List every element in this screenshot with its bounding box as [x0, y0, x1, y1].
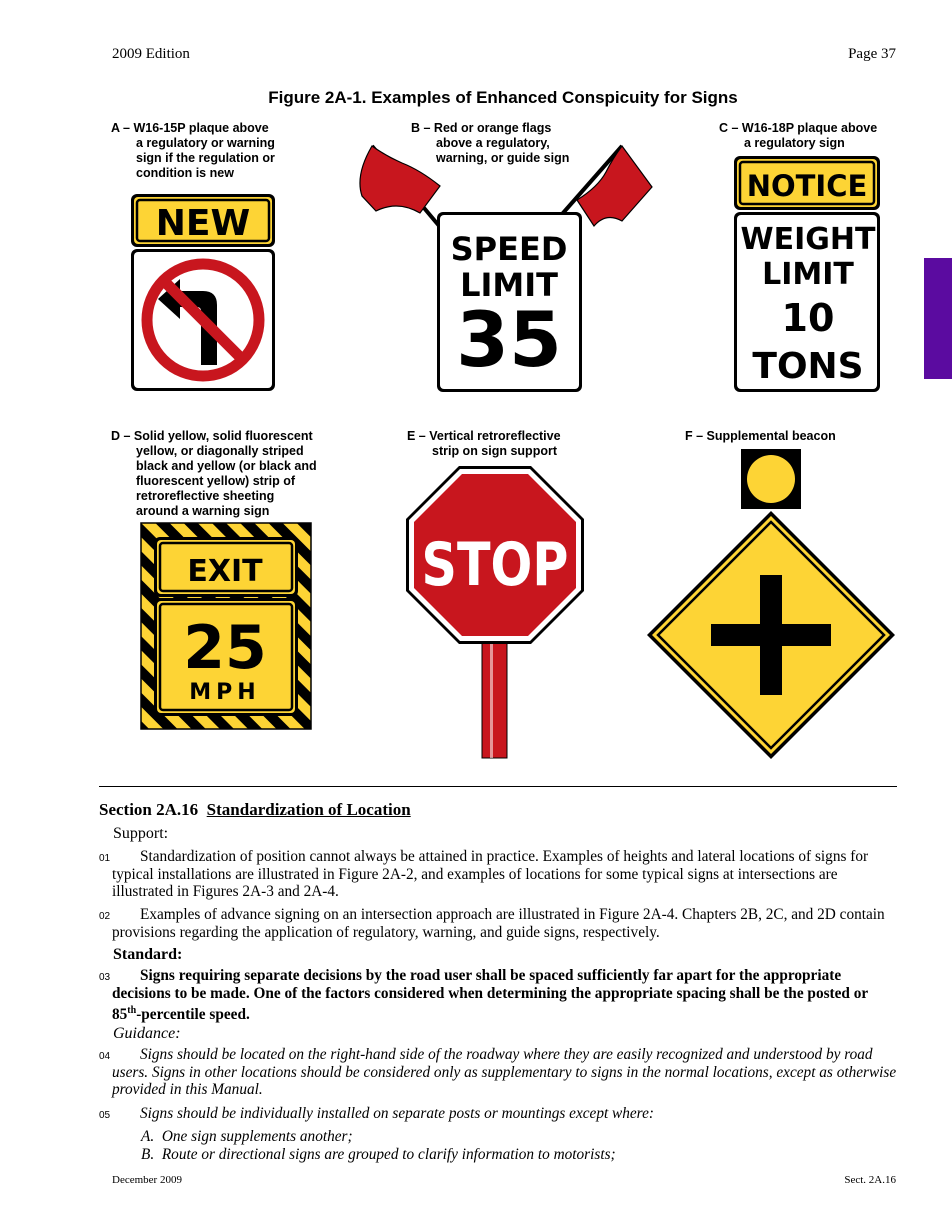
caption-a-line: sign if the regulation or [136, 151, 275, 165]
weight-limit-line1: WEIGHT [740, 222, 876, 257]
list-item-text: One sign supplements another; [161, 1128, 353, 1145]
paragraph-number: 03 [99, 972, 111, 983]
paragraph-number: 05 [99, 1110, 111, 1121]
caption-d-line: yellow, or diagonally striped [136, 444, 304, 458]
footer-date: December 2009 [112, 1174, 182, 1186]
footer-section: Sect. 2A.16 [844, 1174, 896, 1186]
weight-limit-line4: TONS [752, 346, 864, 387]
notice-plaque [734, 156, 880, 210]
exit-speed-number: 25 [183, 613, 267, 683]
paragraph-number: 02 [99, 911, 111, 922]
caption-d-line: retroreflective sheeting [136, 489, 275, 503]
beacon-light-icon [747, 455, 795, 503]
paragraph-05: Signs should be individually installed on separate posts or mountings except where: [140, 1105, 654, 1122]
notice-plaque-text: NOTICE [746, 169, 868, 203]
section-title: Standardization of Location [206, 800, 411, 819]
caption-d-line: fluorescent yellow) strip of [136, 474, 296, 488]
caption-d-line: around a warning sign [136, 504, 270, 518]
weight-limit-line2: LIMIT [762, 257, 854, 292]
caption-a-label: A – W16-15P plaque above [111, 121, 269, 135]
list-item [141, 1146, 616, 1164]
list-item [141, 1128, 353, 1146]
retroreflective-post-strip-icon [482, 640, 507, 758]
list-item-letter: A. [141, 1128, 155, 1145]
caption-d-line: black and yellow (or black and [136, 459, 317, 473]
exit-text: EXIT [187, 554, 263, 589]
page-number: Page 37 [848, 46, 896, 62]
paragraph-number: 01 [99, 853, 111, 864]
crossroad-warning-sign [647, 511, 895, 759]
no-left-turn-sign [131, 249, 275, 391]
stop-sign-assembly [406, 466, 584, 758]
section-number: Section 2A.16 [99, 800, 199, 819]
section-divider [99, 786, 897, 787]
paragraph-03-text-b: -percentile speed. [136, 1006, 250, 1024]
list-item-text: Route or directional signs are grouped to clarify information to motorists; [161, 1146, 616, 1163]
caption-c-line: a regulatory sign [744, 136, 845, 150]
caption-e-label: E – Vertical retroreflective [407, 429, 561, 443]
paragraph-03 [112, 967, 898, 1024]
edition-label: 2009 Edition [112, 46, 190, 62]
speed-limit-number: 35 [456, 295, 562, 384]
paragraph-02: Examples of advance signing on an intersection approach are illustrated in Figure 2A-4. Chapters 2B, 2C, and 2D contain provisions regarding the application of regulatory, warning, and guide signs, respectively. [112, 906, 885, 941]
new-plaque-text: NEW [155, 203, 251, 244]
weight-limit-line3: 10 [781, 296, 835, 340]
caption-b-line: above a regulatory, [436, 136, 550, 150]
caption-a-line: condition is new [136, 166, 234, 180]
standard-label: Standard: [113, 946, 183, 963]
speed-limit-line2: LIMIT [460, 266, 558, 304]
guidance-label: Guidance: [113, 1025, 181, 1042]
speed-limit-sign [437, 212, 582, 392]
paragraph-01: Standardization of position cannot always be attained in practice. Examples of heights and lateral locations of signs for typical installations are illustrated in Figure 2A-2, and examples of locations for some typical signs at intersections are illustrated in Figures 2A-3 and 2A-4. [112, 848, 869, 900]
caption-e-line: strip on sign support [432, 444, 557, 458]
stop-sign-text: STOP [421, 529, 569, 600]
paragraph-03-sup: th [127, 1005, 137, 1016]
caption-b-line: warning, or guide sign [436, 151, 570, 165]
list-item-letter: B. [141, 1146, 155, 1163]
exit-speed-unit: MPH [189, 680, 261, 705]
speed-limit-line1: SPEED [450, 230, 568, 268]
caption-f-label: F – Supplemental beacon [685, 429, 836, 443]
section-heading [99, 800, 411, 820]
weight-limit-sign [734, 212, 880, 392]
supplemental-beacon [741, 449, 801, 509]
exit-speed-sign [141, 523, 311, 729]
paragraph-03-text-a: Signs requiring separate decisions by the road user shall be spaced sufficiently far apart for the appropriate decisions to be made. One of the factors considered when determining the appropriate spacing shall be the posted or 85 [112, 967, 868, 1024]
paragraph-04: Signs should be located on the right-hand side of the roadway where they are easily recognized and understood by road users. Signs in other locations should be considered only as supplementary to signs in the normal locations, except as otherwise provided in this Manual. [112, 1046, 897, 1098]
caption-b-label: B – Red or orange flags [411, 121, 552, 135]
figure-title: Figure 2A-1. Examples of Enhanced Conspicuity for Signs [268, 88, 738, 107]
support-label: Support: [113, 825, 169, 842]
caption-a-line: a regulatory or warning [136, 136, 275, 150]
caption-c-label: C – W16-18P plaque above [719, 121, 878, 135]
new-plaque [131, 194, 275, 247]
paragraph-number: 04 [99, 1051, 111, 1062]
caption-d-label: D – Solid yellow, solid fluorescent [111, 429, 313, 443]
